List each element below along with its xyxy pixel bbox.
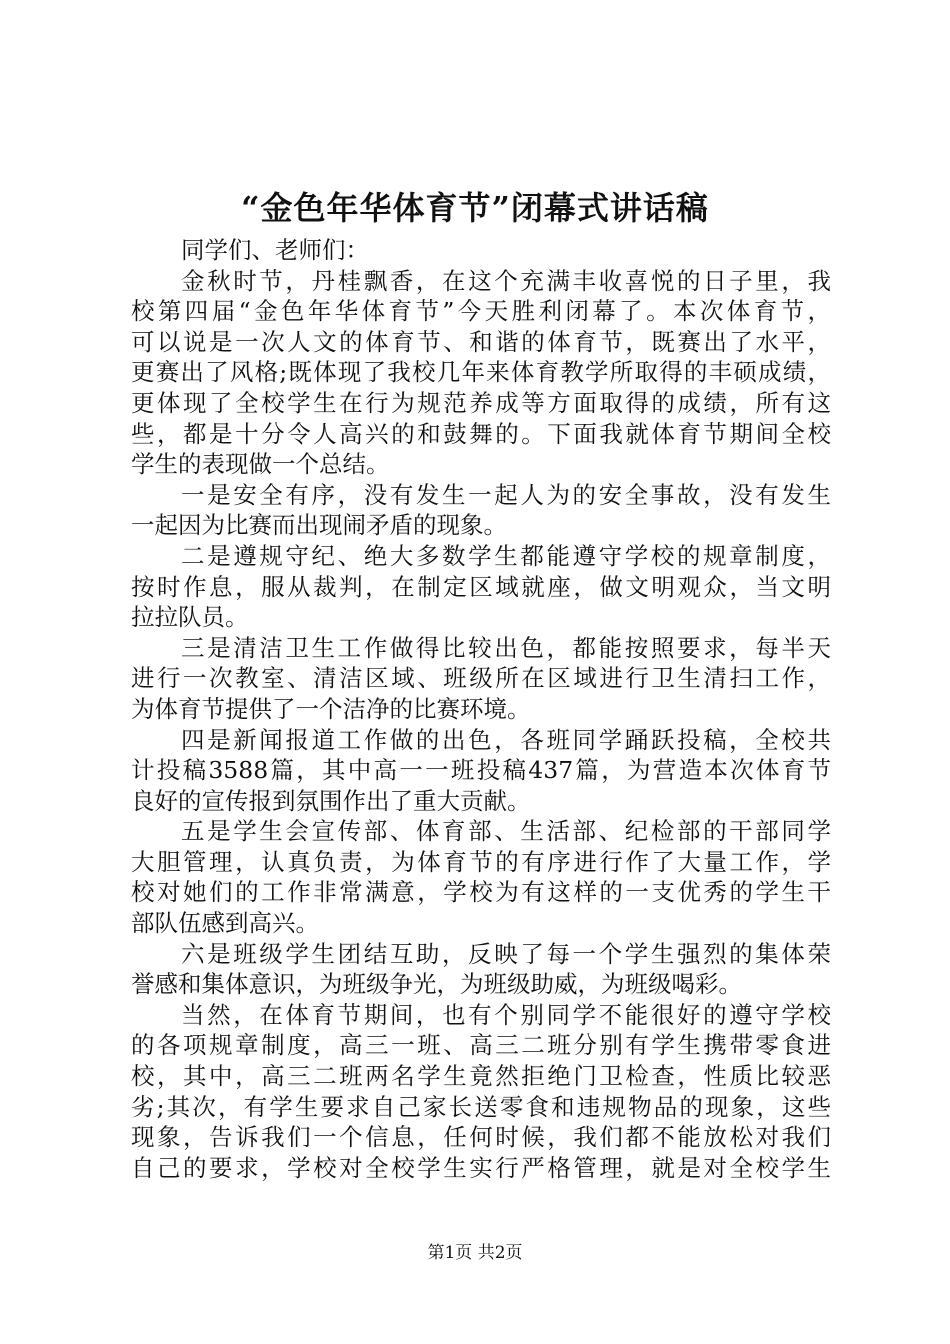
document-body — [131, 235, 831, 1183]
text-line: 为体育节提供了一个洁净的比赛环境。 — [131, 694, 531, 723]
text-line: 更赛出了风格;既体现了我校几年来体育教学所取得的丰硕成绩， — [131, 358, 831, 387]
text-line: 一起因为比赛而出现闹矛盾的现象。 — [131, 511, 507, 540]
text-line: 当然，在体育节期间，也有个别同学不能很好的遵守学校 — [181, 1000, 831, 1029]
page-number-footer: 第1页 共2页 — [427, 1243, 523, 1263]
text-line: 校第四届“金色年华体育节”今天胜利闭幕了。本次体育节， — [131, 297, 831, 326]
text-line: 进行一次教室、清洁区域、班级所在区域进行卫生清扫工作， — [131, 664, 831, 693]
text-line: 五是学生会宣传部、体育部、生活部、纪检部的干部同学 — [181, 817, 831, 846]
text-line: 六是班级学生团结互助，反映了每一个学生强烈的集体荣 — [181, 939, 831, 968]
text-line: 可以说是一次人文的体育节、和谐的体育节，既赛出了水平， — [131, 327, 831, 356]
text-line: 校对她们的工作非常满意，学校为有这样的一支优秀的学生干 — [131, 878, 831, 907]
text-line: 一是安全有序，没有发生一起人为的安全事故，没有发生 — [181, 480, 831, 509]
text-line: 劣;其次，有学生要求自己家长送零食和违规物品的现象，这些 — [131, 1092, 831, 1121]
text-line: 更体现了全校学生在行为规范养成等方面取得的成绩，所有这 — [131, 388, 831, 417]
text-line: 良好的宣传报到氛围作出了重大贡献。 — [131, 786, 531, 815]
text-line: 金秋时节，丹桂飘香，在这个充满丰收喜悦的日子里，我 — [181, 266, 831, 295]
document-title: “金色年华体育节”闭幕式讲话稿 — [241, 189, 709, 227]
text-line: 大胆管理，认真负责，为体育节的有序进行作了大量工作，学 — [131, 847, 831, 876]
text-line: 计投稿3588篇，其中高一一班投稿437篇，为营造本次体育节 — [131, 756, 831, 785]
text-line: 些，都是十分令人高兴的和鼓舞的。下面我就体育节期间全校 — [131, 419, 831, 448]
text-line: 自己的要求，学校对全校学生实行严格管理，就是对全校学生 — [131, 1153, 831, 1182]
text-line: 誉感和集体意识，为班级争光，为班级助威，为班级喝彩。 — [131, 970, 742, 999]
text-line: 学生的表现做一个总结。 — [131, 450, 390, 479]
text-line: 现象，告诉我们一个信息，任何时候，我们都不能放松对我们 — [131, 1123, 831, 1152]
text-line: 部队伍感到高兴。 — [131, 909, 319, 938]
text-line: 二是遵规守纪、绝大多数学生都能遵守学校的规章制度， — [181, 541, 831, 570]
text-line: 的各项规章制度，高三一班、高三二班分别有学生携带零食进 — [131, 1031, 831, 1060]
text-line: 三是清洁卫生工作做得比较出色，都能按照要求，每半天 — [181, 633, 831, 662]
salutation-line: 同学们、老师们： — [181, 236, 369, 264]
text-line: 按时作息，服从裁判，在制定区域就座，做文明观众，当文明 — [131, 572, 831, 601]
text-line: 拉拉队员。 — [131, 603, 249, 632]
text-line: 校，其中，高三二班两名学生竟然拒绝门卫检查，性质比较恶 — [131, 1062, 831, 1091]
text-line: 四是新闻报道工作做的出色，各班同学踊跃投稿，全校共 — [181, 725, 831, 754]
